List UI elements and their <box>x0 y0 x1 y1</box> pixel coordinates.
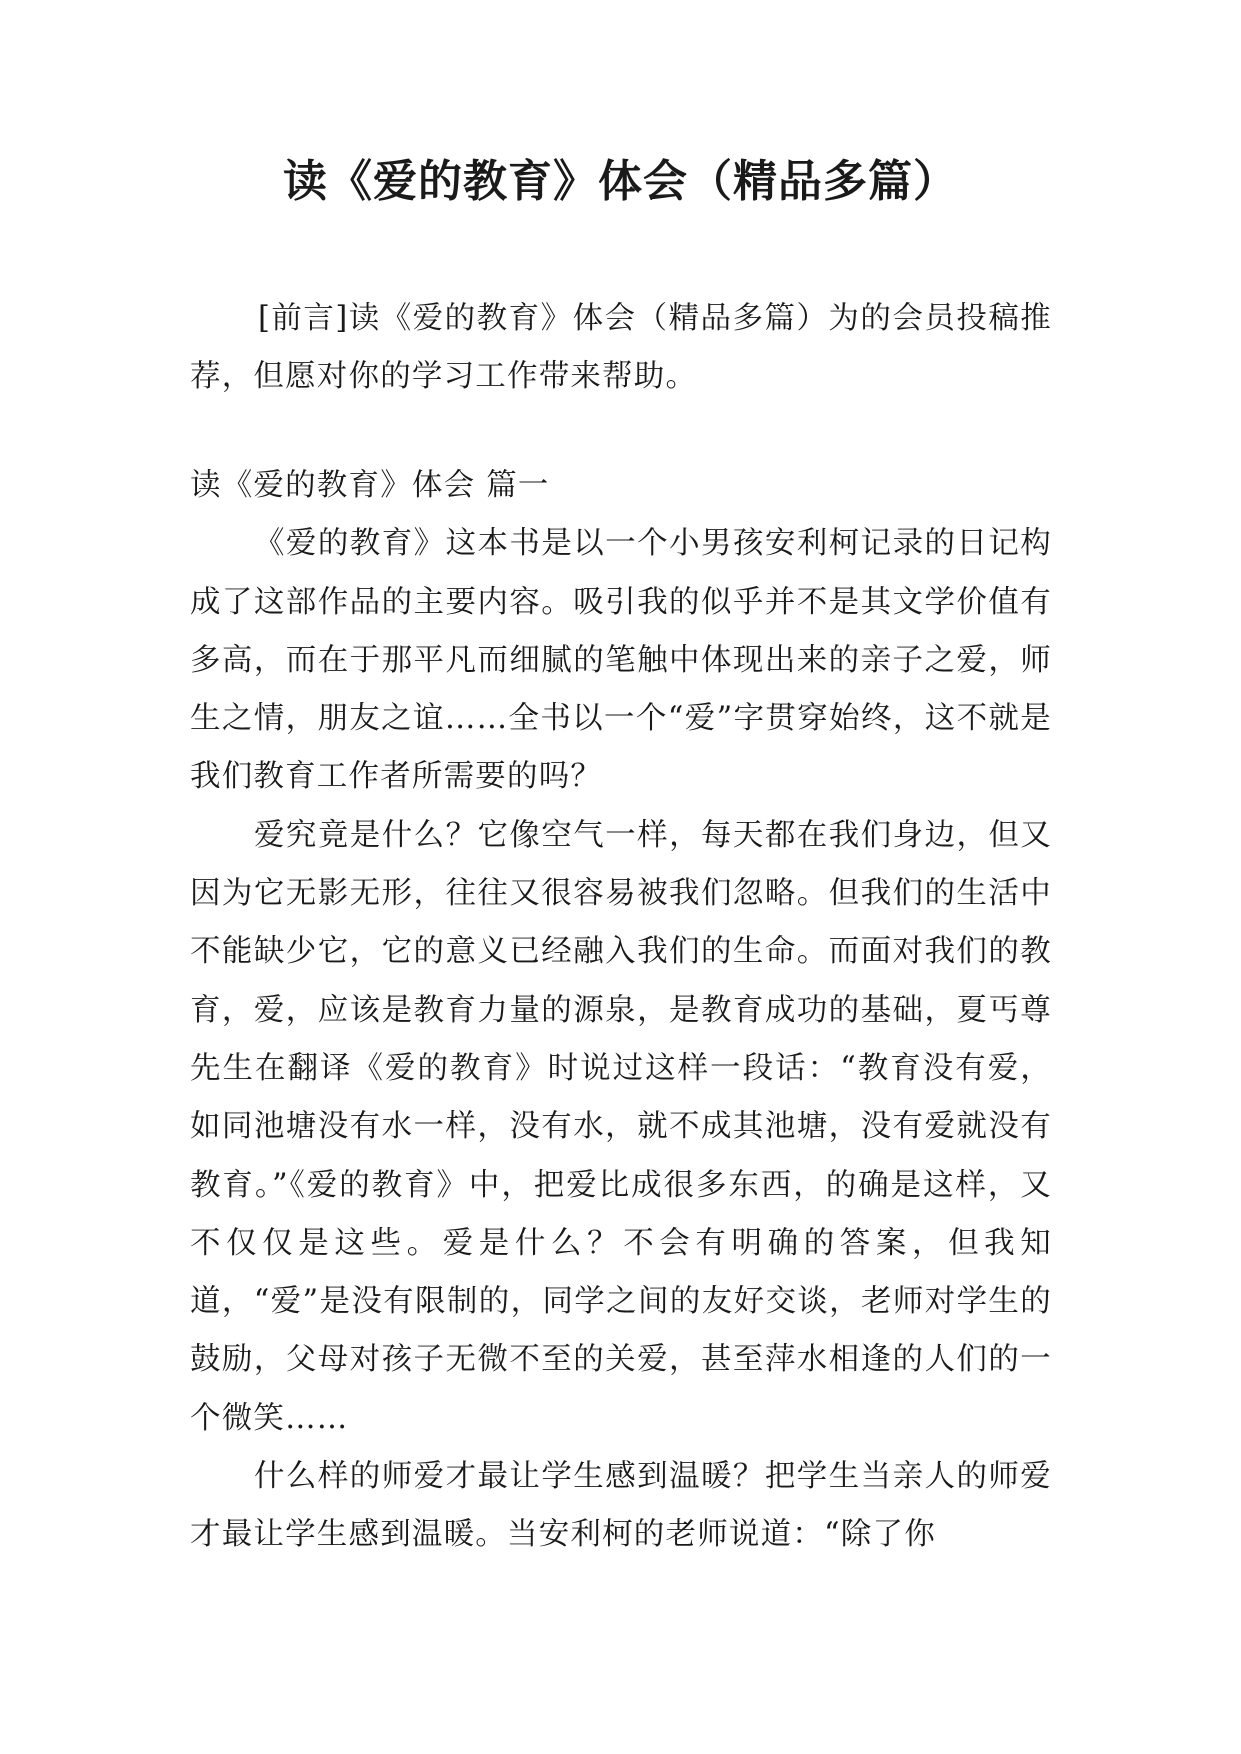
body-paragraph: 爱究竟是什么？它像空气一样，每天都在我们身边，但又因为它无影无形，往往又很容易被我们忽略。但我们的生活中不能缺少它，它的意义已经融入我们的生命。而面对我们的教育，爱，应该是教育力量的源泉，是教育成功的基础，夏丐尊先生在翻译《爱的教育》时说过这样一段话：“教育没有爱，如同池塘没有水一样，没有水，就不成其池塘，没有爱就没有教育。”《爱的教育》中，把爱比成很多东西，的确是这样，又不仅仅是这些。爱是什么？不会有明确的答案，但我知道，“爱”是没有限制的，同学之间的友好交谈，老师对学生的鼓励，父母对孩子无微不至的关爱，甚至萍水相逢的人们的一个微笑…… <box>190 817 1052 1436</box>
document-title: 读《爱的教育》体会（精品多篇） <box>283 156 958 207</box>
section-heading: 读《爱的教育》体会 篇一 <box>190 468 550 503</box>
preface-paragraph: [前言]读《爱的教育》体会（精品多篇）为的会员投稿推荐，但愿对你的学习工作带来帮助。 <box>190 301 1052 395</box>
body-paragraph: 什么样的师爱才最让学生感到温暖？把学生当亲人的师爱才最让学生感到温暖。当安利柯的老师说道：“除了你 <box>190 1459 1052 1553</box>
body-paragraph: 《爱的教育》这本书是以一个小男孩安利柯记录的日记构成了这部作品的主要内容。吸引我的似乎并不是其文学价值有多高，而在于那平凡而细腻的笔触中体现出来的亲子之爱，师生之情，朋友之谊……全书以一个“爱”字贯穿始终，这不就是我们教育工作者所需要的吗？ <box>190 526 1052 795</box>
section-one <box>190 457 1052 1565</box>
